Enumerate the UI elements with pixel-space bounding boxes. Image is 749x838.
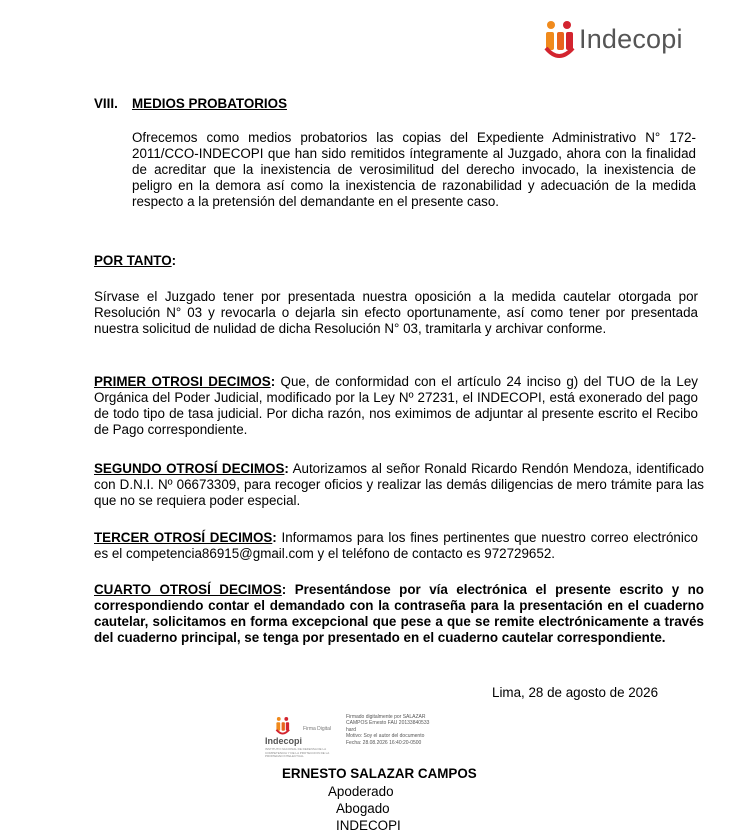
primer-otrosi-body: Que, de conformidad con el artículo 24 inciso g) del TUO de la Ley Orgánica del Poder Judicial, modificado por la Ley Nº 27231, el INDECOPI, está exonerado del pago de todo tipo de tasa judicial. Por dicha razón, nos eximimos de adjuntar al presente escrito el Recibo de Pago correspondiente.: [94, 374, 698, 437]
segundo-otrosi-paragraph: [94, 461, 704, 509]
segundo-otrosi-body: Autorizamos al señor Ronald Ricardo Rendón Mendoza, identificado con D.N.I. Nº 06673309, para recoger oficios y realizar las demás diligencias de mero trámite para las que no se requiera poder especial.: [94, 461, 704, 508]
section-body: Ofrecemos como medios probatorios las copias del Expediente Administrativo N° 172-2011/CCO-INDECOPI que han sido remitidos íntegramente al Juzgado, ahora con la finalidad de acreditar que la inexistencia de verosimilitud del derecho invocado, la inexistencia de peligro en la demora así como la inexistencia de razonabilidad y adecuación de la medida respecto a la pretensión del demandante en el presente caso.: [132, 130, 696, 209]
primer-otrosi-colon: :: [270, 374, 276, 389]
por-tanto-label: POR TANTO: [94, 253, 172, 268]
signer-name: ERNESTO SALAZAR CAMPOS: [282, 766, 477, 781]
tercer-otrosi-paragraph: [94, 530, 698, 562]
tercer-otrosi-body: Informamos para los fines pertinentes que nuestro correo electrónico es el competencia86915@gmail.com y el teléfono de contacto es 972729652.: [94, 530, 698, 561]
cuarto-otrosi-heading: CUARTO OTROSÍ DECIMOS: [94, 582, 282, 597]
primer-otrosi-paragraph: [94, 374, 698, 438]
section-number: VIII.: [94, 96, 118, 111]
stamp-fine-print: INSTITUTO NACIONAL DE DEFENSA DE LA COMPETENCIA Y DE LA PROTECCION DE LA PROPIEDAD INTELECTUAL: [265, 747, 330, 758]
section-heading: [94, 96, 287, 111]
logo-wordmark: Indecopi: [579, 24, 683, 54]
stamp-line: CAMPOS Ernesto FAU 20133840533: [346, 720, 430, 727]
primer-otrosi-heading: PRIMER OTROSI DECIMOS: [94, 374, 271, 389]
tercer-otrosi-heading: TERCER OTROSÍ DECIMOS: [94, 530, 273, 545]
cuarto-otrosi-body: Presentándose por vía electrónica el presente escrito y no correspondiendo contar el demandado con la contraseña para la presentación en el cuaderno cautelar, solicitamos en forma excepcional que pese a que se remite electrónicamente a través del cuaderno principal, se tenga por presentado en el cuaderno cautelar correspondiente.: [94, 582, 704, 645]
por-tanto-body: Sírvase el Juzgado tener por presentada nuestra oposición a la medida cautelar otorgada por Resolución N° 03 y revocarla o dejarla sin efecto oportunamente, así como tener por presentada nuestra solicitud de nulidad de dicha Resolución N° 03, tramitarla y archivar conforme.: [94, 289, 698, 336]
signer-role: Abogado: [336, 801, 390, 816]
cuarto-otrosi-colon: :: [281, 582, 287, 597]
signer-role: INDECOPI: [336, 818, 401, 833]
tercer-otrosi-colon: :: [272, 530, 277, 545]
indecopi-emblem-icon: [543, 20, 577, 60]
por-tanto-colon: :: [171, 253, 177, 268]
indecopi-logo: [541, 18, 701, 66]
stamp-firma-label: Firma Digital: [303, 726, 332, 732]
digital-signature-stamp: [262, 712, 462, 758]
stamp-line: hard: [346, 726, 357, 733]
segundo-otrosi-colon: :: [284, 461, 289, 476]
stamp-line: Motivo: Soy el autor del documento: [346, 733, 425, 740]
cuarto-otrosi-paragraph: [94, 582, 704, 646]
signer-role: Apoderado: [328, 784, 394, 799]
por-tanto-heading: [94, 253, 704, 269]
stamp-line: Firmado digitalmente por SALAZAR: [346, 714, 426, 720]
segundo-otrosi-heading: SEGUNDO OTROSÍ DECIMOS: [94, 461, 285, 476]
indecopi-emblem-icon: [275, 716, 291, 736]
stamp-logo-text: Indecopi: [265, 736, 303, 746]
date-line: Lima, 28 de agosto de 2026: [492, 685, 659, 700]
section-title: MEDIOS PROBATORIOS: [132, 96, 287, 111]
stamp-details: [346, 714, 466, 746]
stamp-line: Fecha: 28.08.2026 16:40:20-0500: [346, 739, 422, 746]
